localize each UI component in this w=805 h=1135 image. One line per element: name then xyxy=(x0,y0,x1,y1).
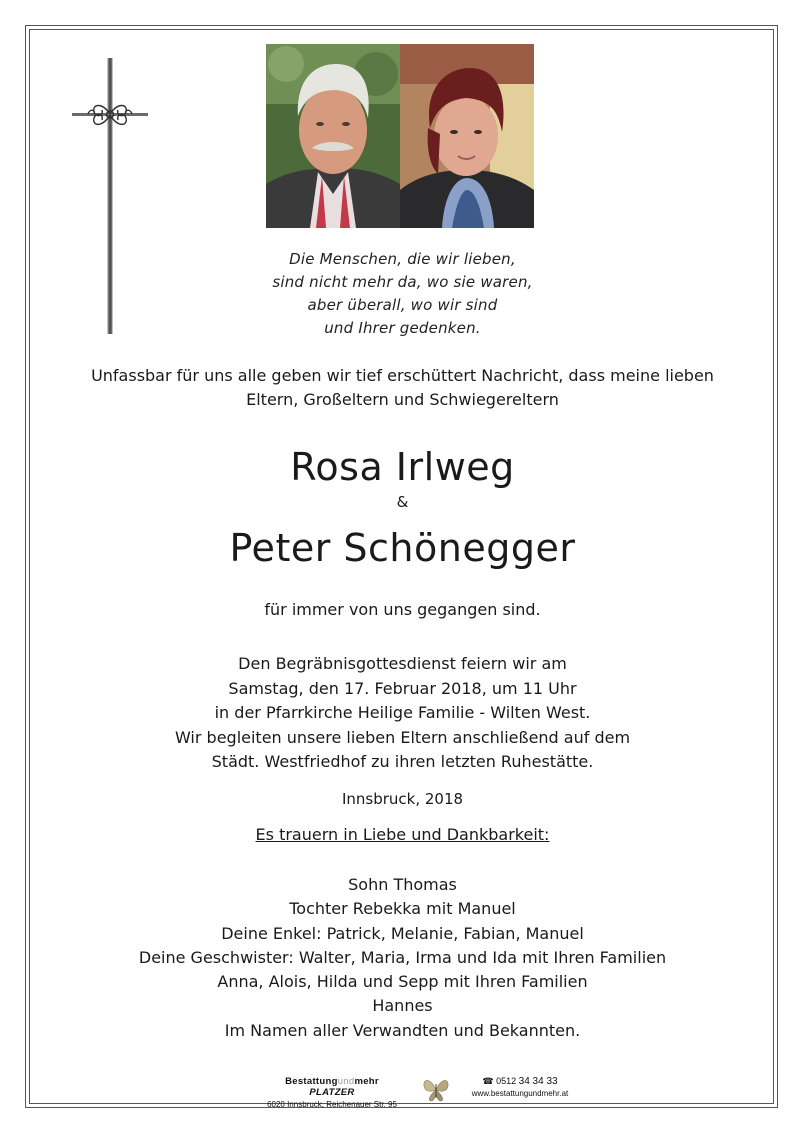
mourner-line: Hannes xyxy=(372,996,433,1016)
poem-line: aber überall, wo wir sind xyxy=(307,296,498,314)
phone-number xyxy=(457,1076,583,1087)
mourner-line: Deine Enkel: Patrick, Melanie, Fabian, Manuel xyxy=(221,923,584,943)
intro-line: Eltern, Großeltern und Schwiegereltern xyxy=(246,390,559,409)
mourner-line: Anna, Alois, Hilda und Sepp mit Ihren Familien xyxy=(217,972,588,992)
service-line: Wir begleiten unsere lieben Eltern anschließend auf dem xyxy=(174,727,631,747)
website-link[interactable]: www.bestattungundmehr.at xyxy=(471,1089,569,1098)
company-name xyxy=(263,1076,401,1098)
ampersand: & xyxy=(396,493,409,511)
brand-part: mehr xyxy=(354,1076,379,1087)
portrait-photos xyxy=(266,44,534,228)
mourners-heading-text: Es trauern in Liebe und Dankbarkeit: xyxy=(255,825,550,844)
mourner-line: Sohn Thomas xyxy=(348,875,457,894)
brand-part: PLATZER xyxy=(309,1087,355,1098)
deceased-name-rosa: Rosa Irlweg xyxy=(290,445,515,489)
passing-statement: für immer von uns gegangen sind. xyxy=(264,600,541,619)
phone-icon: ☎ xyxy=(482,1076,494,1086)
service-line: in der Pfarrkirche Heilige Familie - Wilten West. xyxy=(214,703,591,722)
service-line: Samstag, den 17. Februar 2018, um 11 Uhr xyxy=(228,678,577,698)
poem-line: und Ihrer gedenken. xyxy=(324,319,481,337)
mourner-line: Deine Geschwister: Walter, Maria, Irma und Ida mit Ihren Familien xyxy=(138,947,667,967)
intro-line: Unfassbar für uns alle geben wir tief erschüttert Nachricht, dass meine lieben xyxy=(91,366,714,385)
brand-part: Bestattung xyxy=(285,1076,338,1087)
footer-company xyxy=(263,1076,401,1109)
portrait-woman-photo xyxy=(400,44,534,228)
mourner-line: Im Namen aller Verwandten und Bekannten. xyxy=(224,1020,581,1040)
funeral-home-footer xyxy=(263,1076,583,1109)
company-address: 6020 Innsbruck, Reichenauer Str. 95 xyxy=(267,1100,397,1109)
mourners-heading xyxy=(40,824,765,846)
memorial-poem xyxy=(40,248,765,340)
mourner-line: Tochter Rebekka mit Manuel xyxy=(289,899,516,919)
funeral-service-details xyxy=(40,652,765,775)
phone-digits: 34 34 33 xyxy=(518,1076,558,1087)
mourners-list xyxy=(40,873,765,1043)
footer-contact xyxy=(457,1076,583,1098)
phone-prefix: 0512 xyxy=(493,1076,519,1086)
deceased-name-peter: Peter Schönegger xyxy=(229,526,576,570)
portrait-man-photo xyxy=(266,44,400,228)
service-line: Städt. Westfriedhof zu ihren letzten Ruhestätte. xyxy=(211,752,594,771)
brand-part: und xyxy=(337,1076,355,1087)
intro-text xyxy=(40,364,765,412)
place-date: Innsbruck, 2018 xyxy=(341,790,464,808)
service-line: Den Begräbnisgottesdienst feiern wir am xyxy=(238,654,567,673)
poem-line: sind nicht mehr da, wo sie waren, xyxy=(272,273,533,291)
butterfly-logo-icon xyxy=(421,1076,451,1102)
poem-line: Die Menschen, die wir lieben, xyxy=(289,250,516,268)
